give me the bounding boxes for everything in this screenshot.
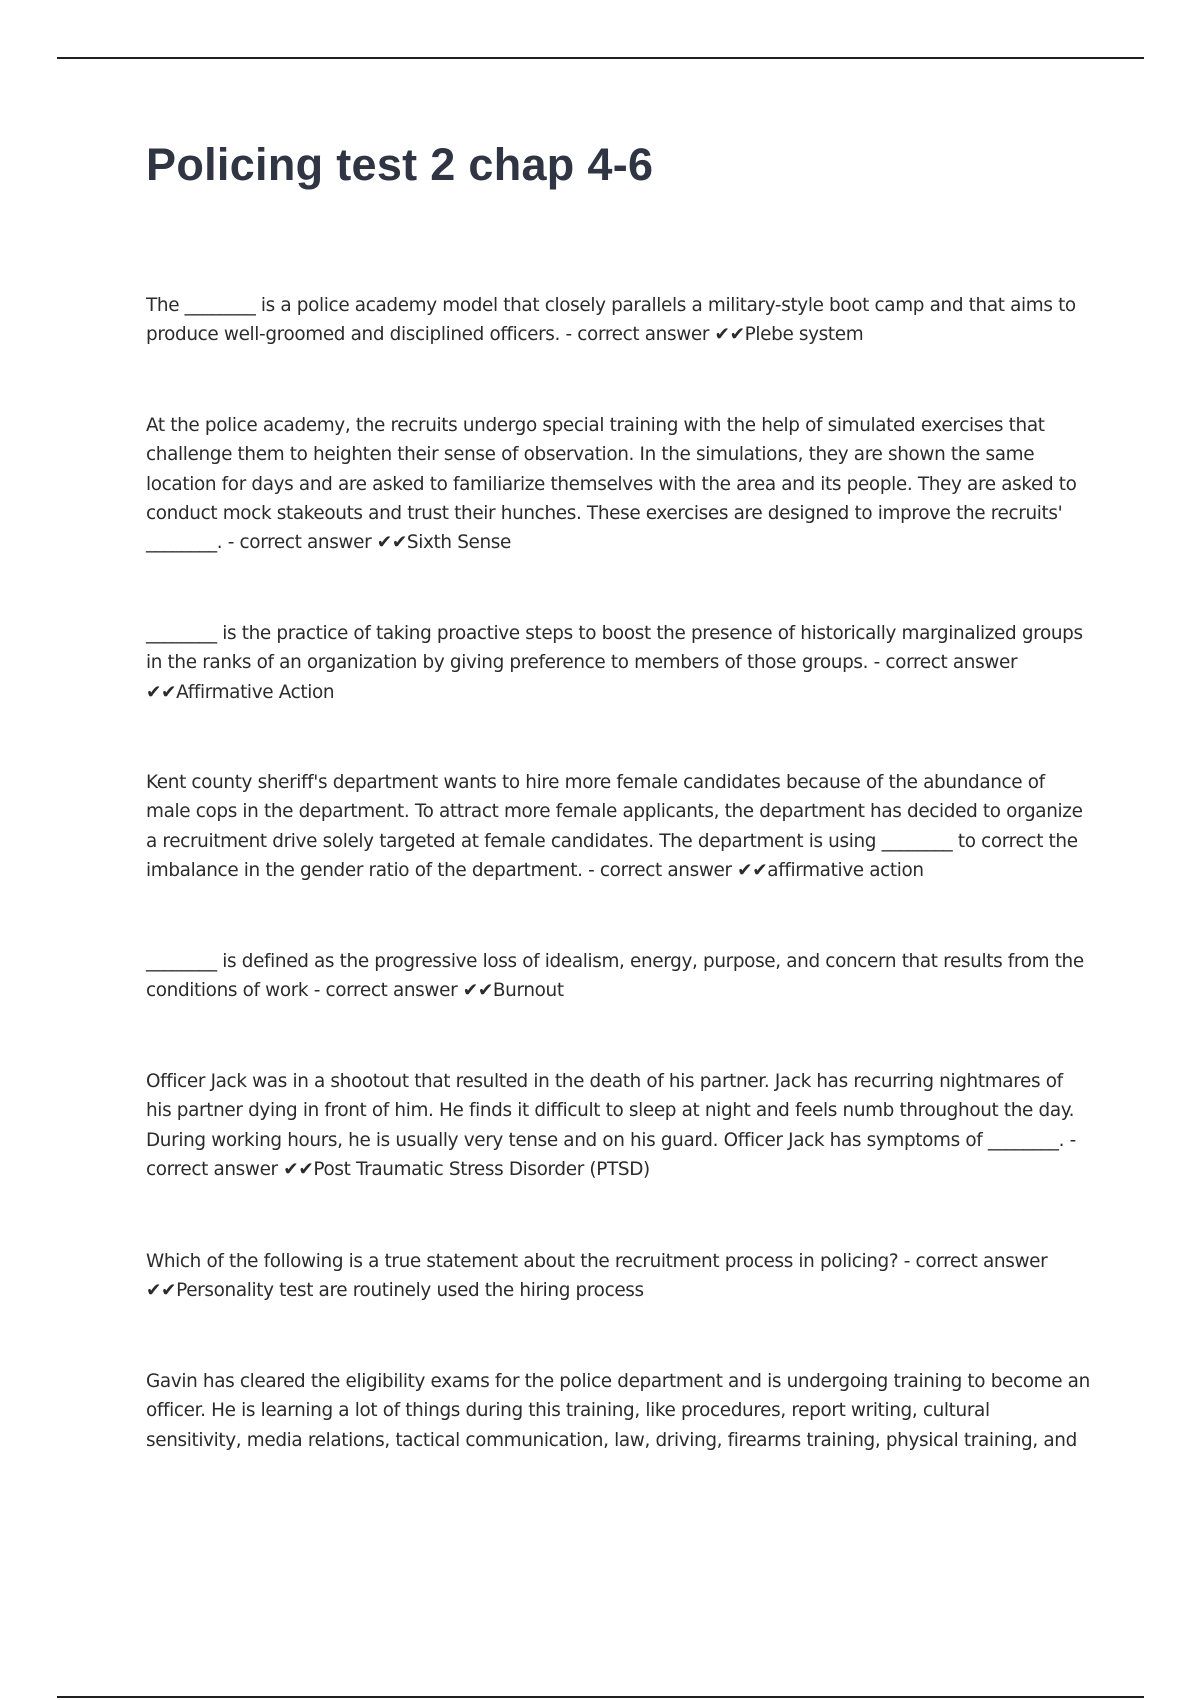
qa-item-3: ________ is the practice of taking proactive steps to boost the presence of historically marginalized groups in the ranks of an organization by giving preference to members of those groups. - correct answer ✔✔Affirmative Action [146,623,1083,703]
qa-item-6: Officer Jack was in a shootout that resulted in the death of his partner. Jack has recurring nightmares of his partner dying in front of him. He finds it difficult to sleep at night and feels numb throughout the day. During working hours, he is usually very tense and on his guard. Officer Jack has symptoms of ________. - correct answer ✔✔Post Traumatic Stress Disorder (PTSD) [146,1071,1076,1180]
qa-item-8: Gavin has cleared the eligibility exams for the police department and is undergoing training to become an officer. He is learning a lot of things during this training, like procedures, report writing, cultural sensitivity, media relations, tactical communication, law, driving, firearms training, physical training, and [146,1371,1090,1451]
page-title: Policing test 2 chap 4-6 [146,139,654,190]
top-divider [57,57,1144,59]
qa-item-7: Which of the following is a true statement about the recruitment process in policing? - correct answer ✔✔Personality test are routinely used the hiring process [146,1251,1048,1302]
qa-item-1: The ________ is a police academy model that closely parallels a military-style boot camp and that aims to produce well-groomed and disciplined officers. - correct answer ✔✔Plebe system [146,295,1076,346]
bottom-divider [57,1696,1144,1698]
qa-item-5: ________ is defined as the progressive loss of idealism, energy, purpose, and concern that results from the conditions of work - correct answer ✔✔Burnout [146,951,1084,1002]
qa-item-4: Kent county sheriff's department wants to hire more female candidates because of the abundance of male cops in the department. To attract more female applicants, the department has decided to organize a recruitment drive solely targeted at female candidates. The department is using ________ to correct the imbalance in the gender ratio of the department. - correct answer ✔✔affirmative action [146,772,1083,881]
qa-item-2: At the police academy, the recruits undergo special training with the help of simulated exercises that challenge them to heighten their sense of observation. In the simulations, they are shown the same location for days and are asked to familiarize themselves with the area and its people. They are asked to conduct mock stakeouts and trust their hunches. These exercises are designed to improve the recruits' ________. - correct answer ✔✔Sixth Sense [146,415,1077,554]
